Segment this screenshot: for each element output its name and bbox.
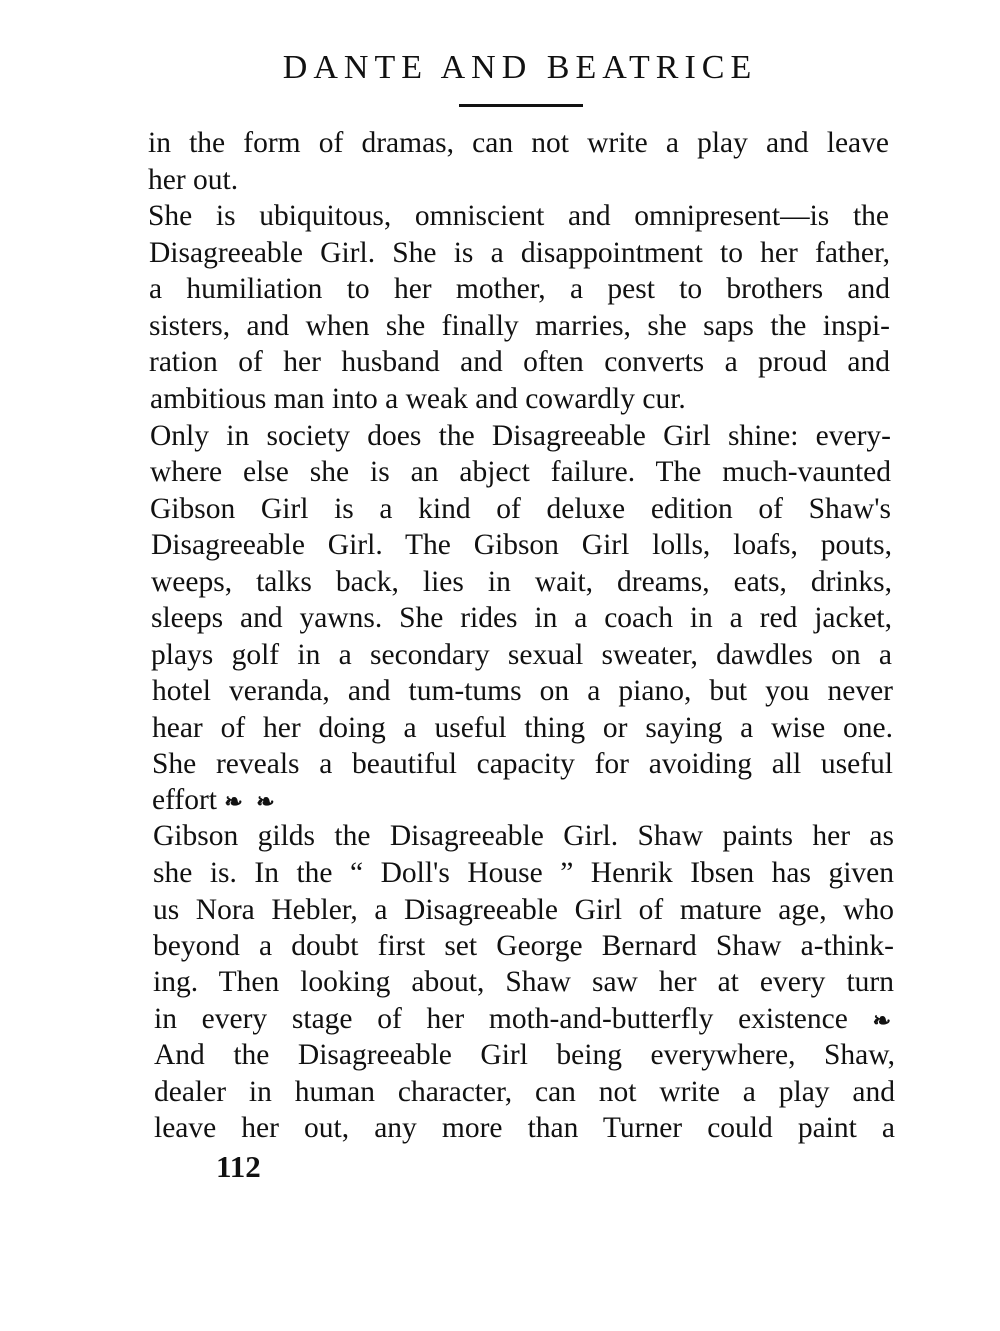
ornament-glyphs: ❧ ❧	[224, 789, 279, 814]
text-line: ration of her husband and often converts a proud and	[149, 346, 890, 378]
header-rule	[459, 104, 583, 107]
text-line	[152, 782, 279, 819]
text-line: beyond a doubt first set George Bernard Shaw a-think-	[153, 930, 894, 962]
text-line: Gibson Girl is a kind of deluxe edition of Shaw's	[150, 493, 891, 525]
text-line: She is ubiquitous, omniscient and omnipresent—is the	[148, 200, 889, 232]
text-line: Disagreeable Girl. She is a disappointment to her father,	[149, 237, 890, 269]
page-number: 112	[216, 1149, 261, 1184]
text-line: Disagreeable Girl. The Gibson Girl lolls, loafs, pouts,	[151, 529, 892, 561]
running-title: DANTE AND BEATRICE	[282, 49, 758, 86]
text-line: her out.	[148, 164, 239, 196]
text-line: And the Disagreeable Girl being everywhere, Shaw,	[154, 1039, 895, 1071]
text-line: dealer in human character, can not write a play and	[154, 1076, 895, 1108]
text-line: hear of her doing a useful thing or saying a wise one.	[152, 712, 893, 744]
text-line: where else she is an abject failure. The much-vaunted	[150, 456, 891, 488]
text-line: sleeps and yawns. She rides in a coach in a red jacket,	[151, 602, 892, 634]
text-line: in the form of dramas, can not write a play and leave	[148, 127, 889, 159]
text-line: She reveals a beautiful capacity for avoiding all useful	[152, 748, 893, 780]
text-line-words: in every stage of her moth-and-butterfly existence	[154, 1003, 848, 1035]
text-line: leave her out, any more than Turner could paint a	[154, 1112, 895, 1144]
text-line	[154, 1001, 895, 1038]
ornament-glyph: ❧	[872, 1008, 895, 1033]
text-line: she is. In the “ Doll's House ” Henrik Ibsen has given	[153, 857, 894, 889]
text-line: hotel veranda, and tum-tums on a piano, but you never	[152, 675, 893, 707]
text-line-words: effort	[152, 784, 217, 816]
text-line: Gibson gilds the Disagreeable Girl. Shaw paints her as	[153, 820, 894, 852]
text-line: ing. Then looking about, Shaw saw her at every turn	[153, 966, 894, 998]
text-line: weeps, talks back, lies in wait, dreams, eats, drinks,	[151, 566, 892, 598]
text-line: sisters, and when she finally marries, she saps the inspi-	[149, 310, 890, 342]
text-line: Only in society does the Disagreeable Girl shine: every-	[150, 420, 891, 452]
text-line: us Nora Hebler, a Disagreeable Girl of mature age, who	[153, 894, 894, 926]
text-line: a humiliation to her mother, a pest to brothers and	[149, 273, 890, 305]
text-line: plays golf in a secondary sexual sweater, dawdles on a	[151, 639, 892, 671]
text-line: ambitious man into a weak and cowardly cur.	[150, 383, 686, 415]
